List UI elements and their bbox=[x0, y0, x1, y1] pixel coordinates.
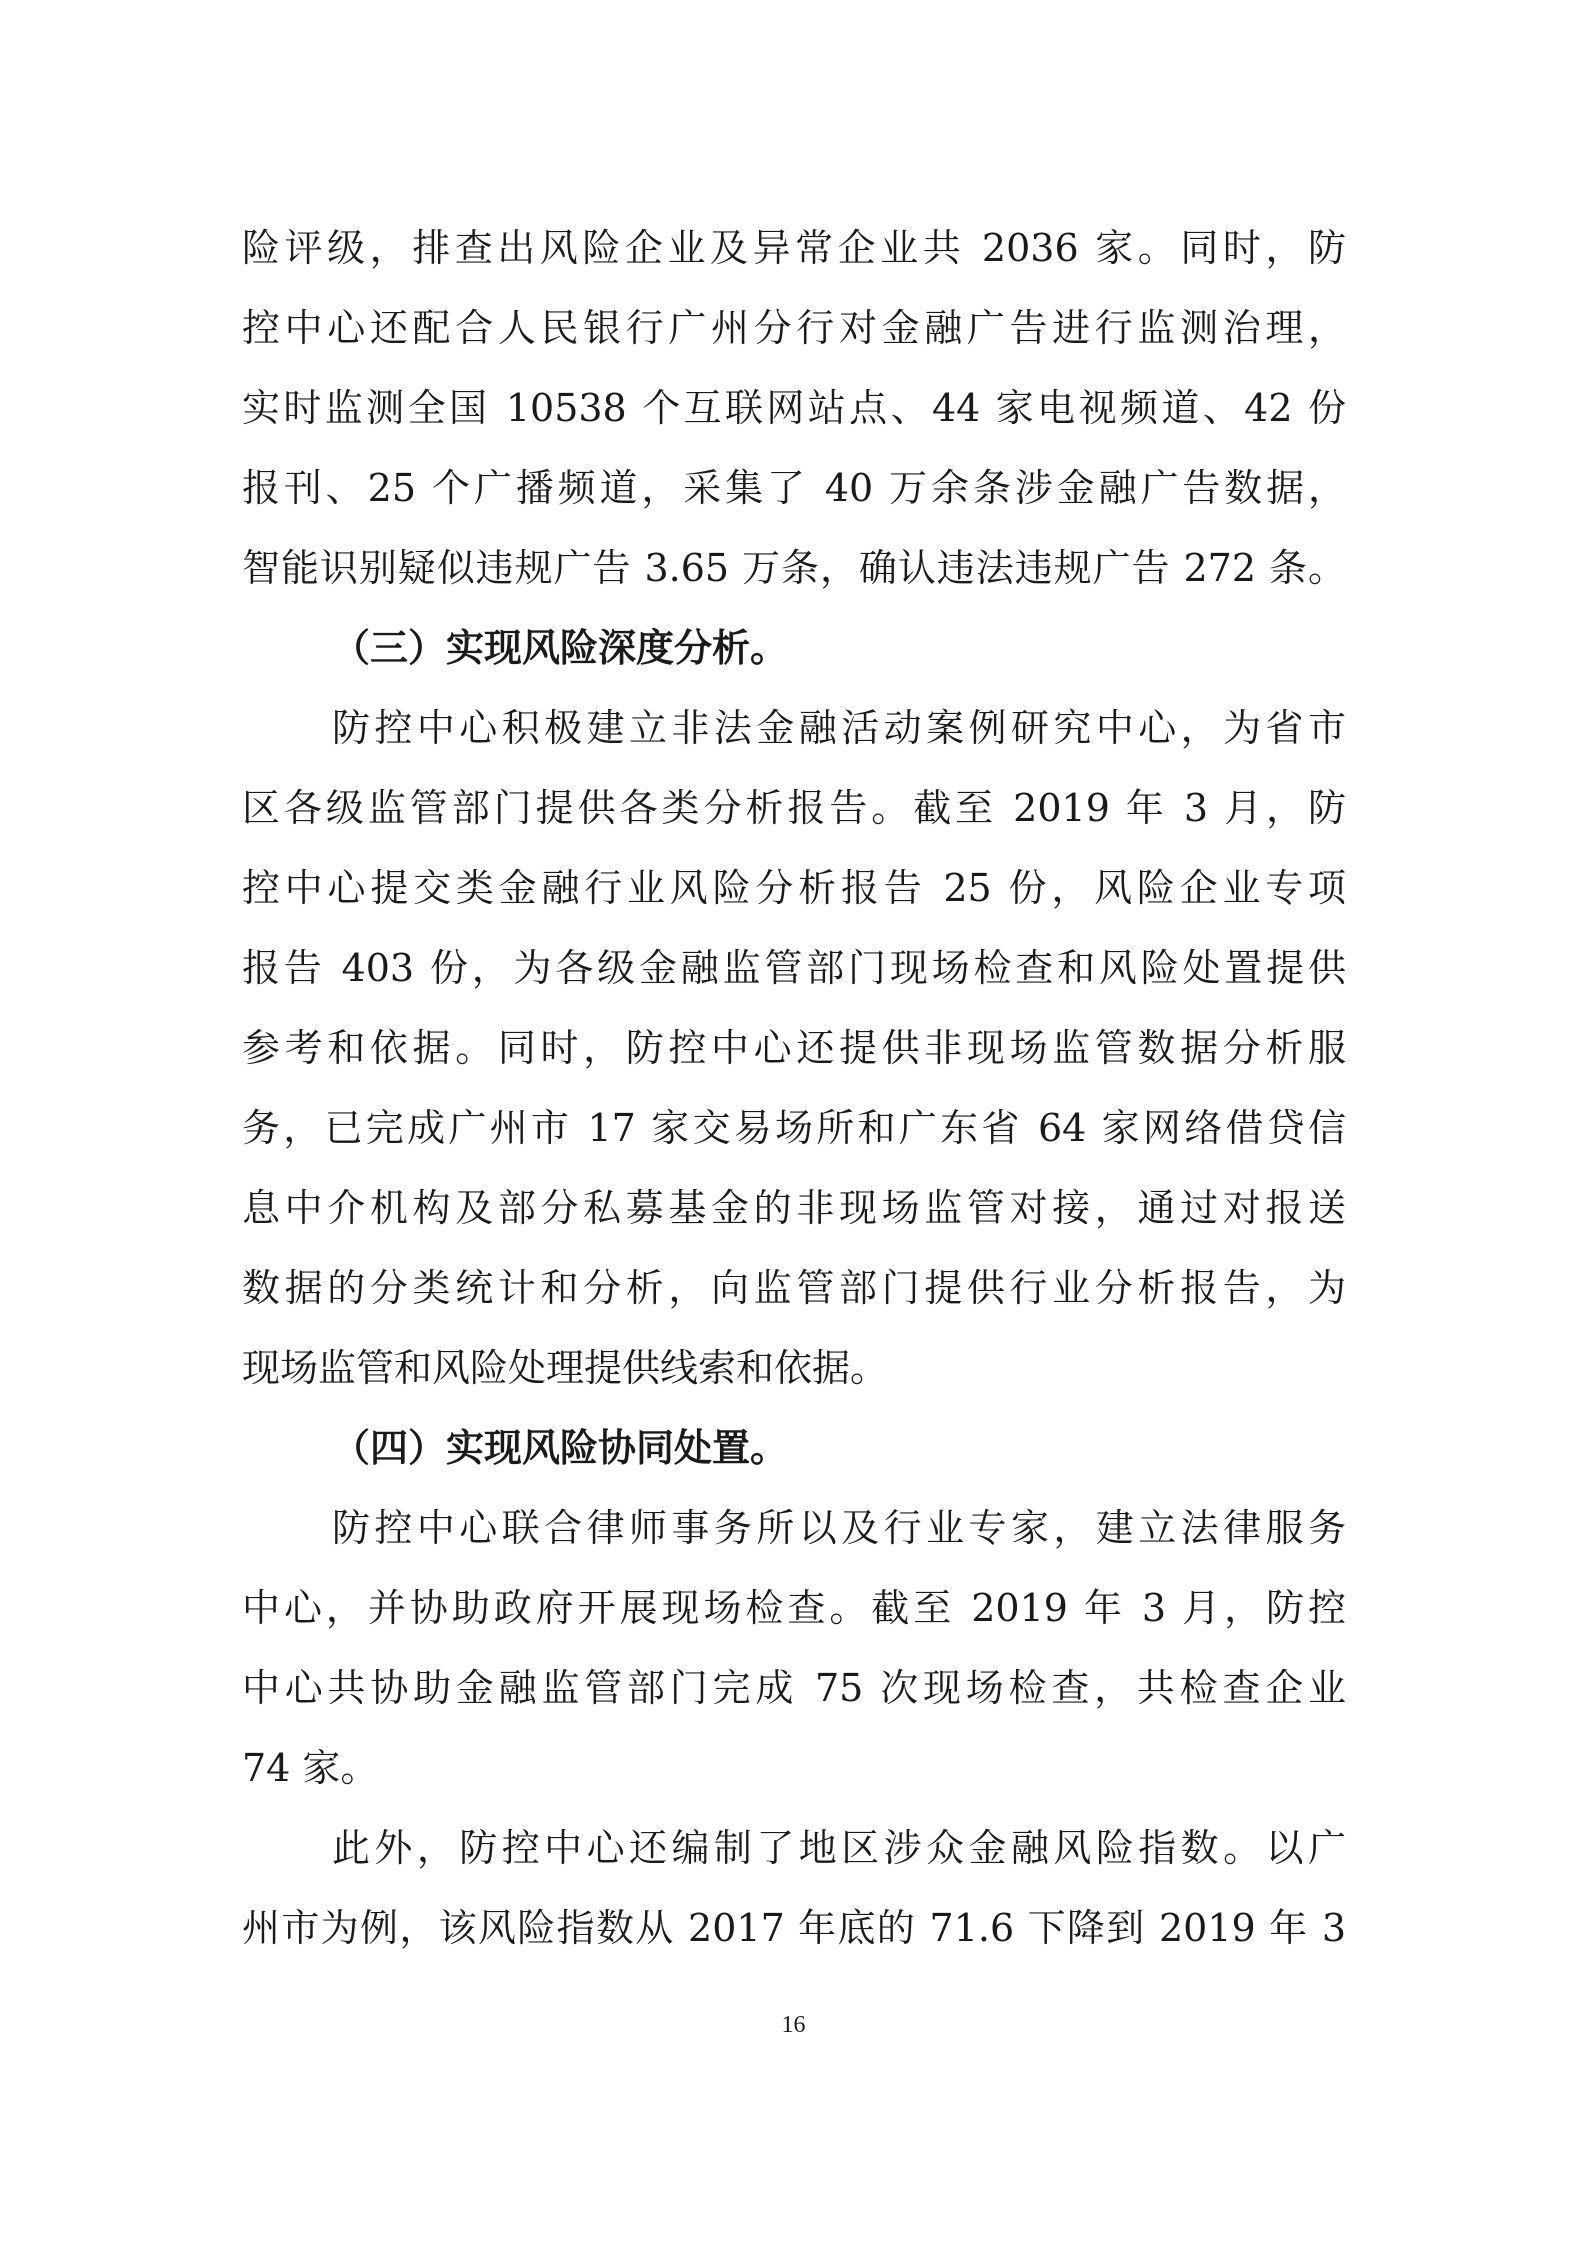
page-number: 16 bbox=[781, 2012, 806, 2038]
text-line: 区各级监管部门提供各类分析报告。截至 2019 年 3 月，防 bbox=[242, 786, 1346, 830]
section-heading: （四）实现风险协同处置。 bbox=[332, 1425, 789, 1470]
text-line: 控中心提交类金融行业风险分析报告 25 份，风险企业专项 bbox=[242, 866, 1346, 910]
text-line: 息中介机构及部分私募基金的非现场监管对接，通过对报送 bbox=[242, 1186, 1346, 1230]
text-line: 中心，并协助政府开展现场检查。截至 2019 年 3 月，防控 bbox=[242, 1586, 1346, 1630]
text-line: 此外，防控中心还编制了地区涉众金融风险指数。以广 bbox=[332, 1826, 1346, 1870]
text-line: 防控中心积极建立非法金融活动案例研究中心，为省市 bbox=[332, 706, 1346, 750]
text-line: 实时监测全国 10538 个互联网站点、44 家电视频道、42 份 bbox=[242, 386, 1346, 430]
text-line: 报刊、25 个广播频道，采集了 40 万余条涉金融广告数据， bbox=[242, 466, 1346, 510]
text-line: 中心共协助金融监管部门完成 75 次现场检查，共检查企业 bbox=[242, 1666, 1346, 1710]
text-line: 州市为例，该风险指数从 2017 年底的 71.6 下降到 2019 年 3 bbox=[242, 1906, 1346, 1950]
text-line: 报告 403 份，为各级金融监管部门现场检查和风险处置提供 bbox=[242, 946, 1346, 990]
text-line: 险评级，排查出风险企业及异常企业共 2036 家。同时，防 bbox=[242, 226, 1346, 270]
text-line: 控中心还配合人民银行广州分行对金融广告进行监测治理， bbox=[242, 306, 1346, 350]
text-line: 参考和依据。同时，防控中心还提供非现场监管数据分析服 bbox=[242, 1026, 1346, 1070]
text-line: 智能识别疑似违规广告 3.65 万条，确认违法违规广告 272 条。 bbox=[242, 546, 1346, 590]
body-text bbox=[242, 208, 1346, 1968]
text-line: 务，已完成广州市 17 家交易场所和广东省 64 家网络借贷信 bbox=[242, 1106, 1346, 1150]
section-heading: （三）实现风险深度分析。 bbox=[332, 625, 789, 670]
text-line: 数据的分类统计和分析，向监管部门提供行业分析报告，为 bbox=[242, 1266, 1346, 1310]
text-line: 防控中心联合律师事务所以及行业专家，建立法律服务 bbox=[332, 1506, 1346, 1550]
text-line: 74 家。 bbox=[242, 1746, 379, 1790]
text-line: 现场监管和风险处理提供线索和依据。 bbox=[242, 1346, 889, 1390]
